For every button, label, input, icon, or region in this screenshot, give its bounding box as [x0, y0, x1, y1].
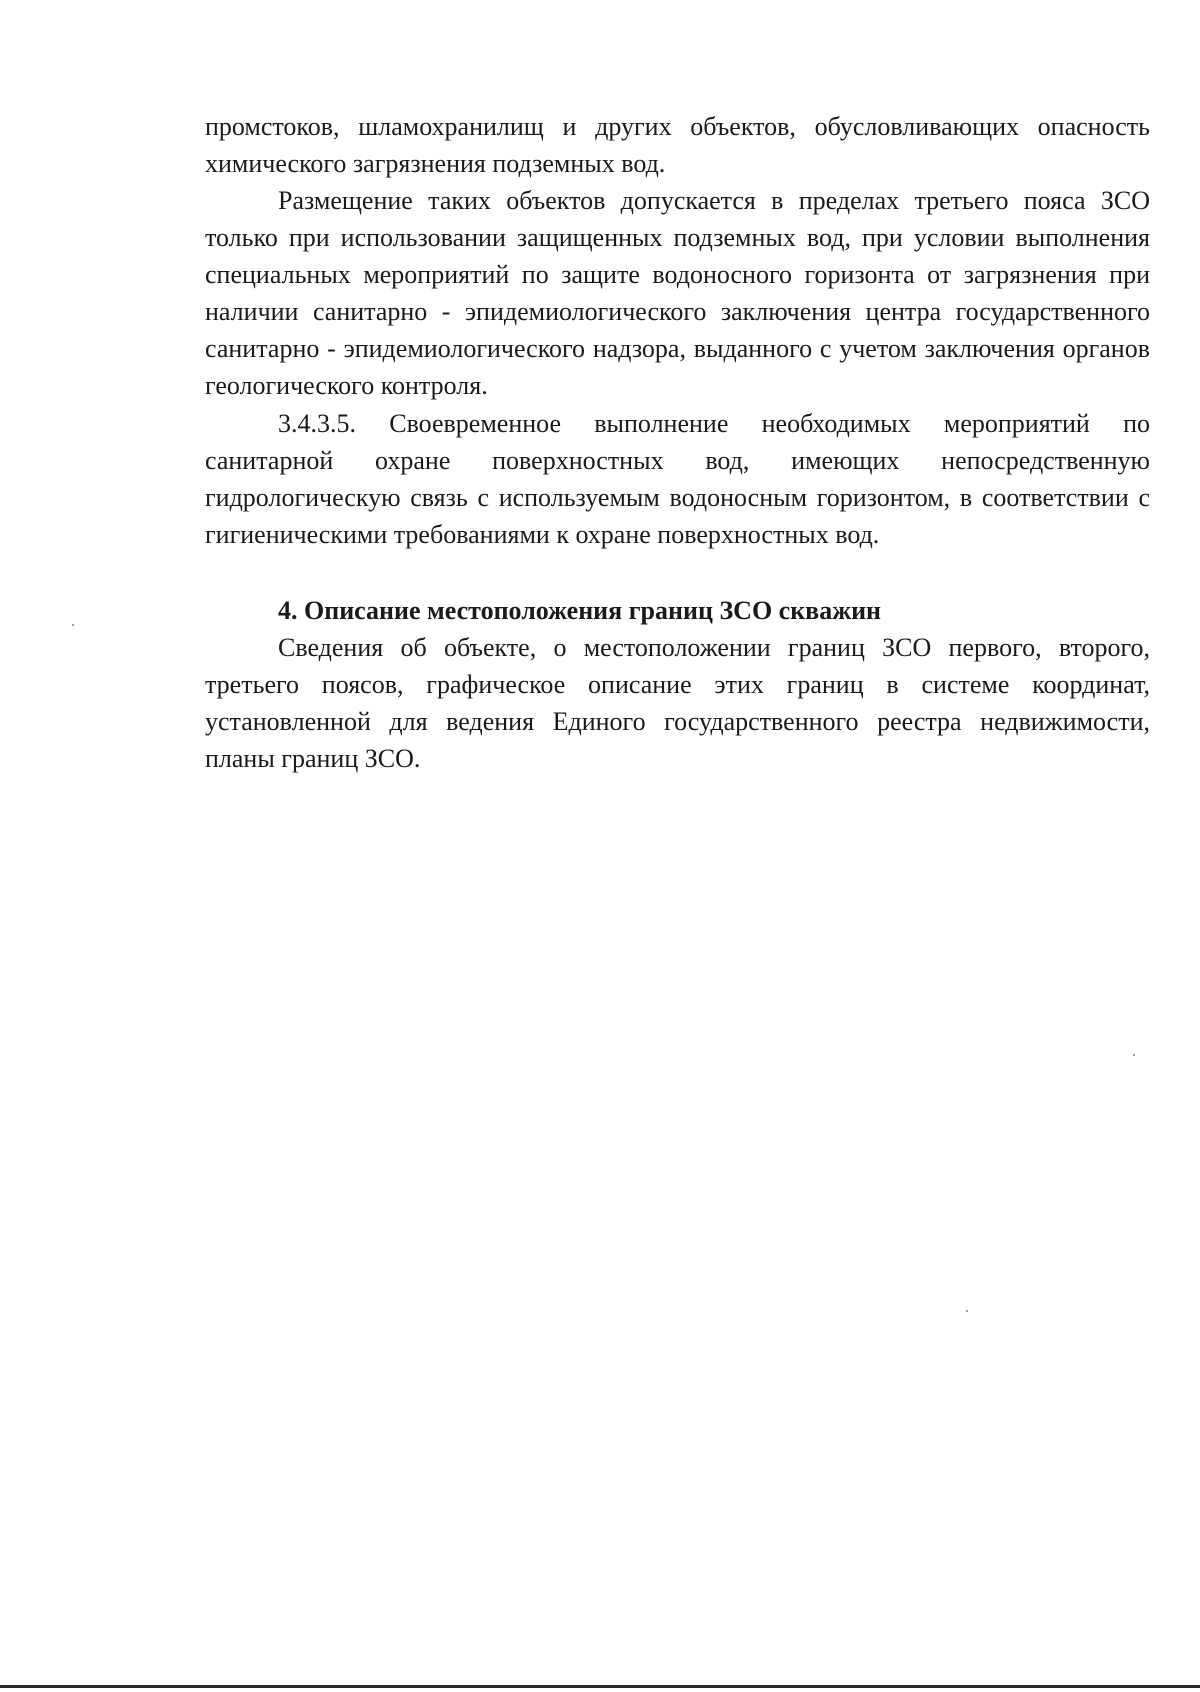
- paragraph-placement-text: Размещение таких объектов допускается в пределах третьего пояса ЗСО только при использовании защищенных подземных вод, при условии выполнения специальных мероприятий по защите водоносного горизонта от загрязнения при наличии санитарно - эпидемиологического заключения центра государственного санитарно - эпидемиологического надзора, выданного с учетом заключения органов геологического контроля.: [205, 186, 1150, 400]
- scan-speck: [1133, 1054, 1135, 1056]
- page-bottom-edge: [0, 1685, 1200, 1688]
- section-4-heading-text: 4. Описание местоположения границ ЗСО скважин: [278, 596, 882, 625]
- scan-speck: [72, 624, 74, 626]
- section-4-body-text: Сведения об объекте, о местоположении границ ЗСО первого, второго, третьего поясов, графическое описание этих границ в системе координат, установленной для ведения Единого государственного реестра недвижимости, планы границ ЗСО.: [205, 633, 1150, 773]
- section-4-heading: [205, 592, 1150, 629]
- paragraph-continuation-text: промстоков, шламохранилищ и других объектов, обусловливающих опасность химического загрязнения подземных вод.: [205, 112, 1150, 178]
- paragraph-continuation: [205, 108, 1150, 182]
- scan-speck: [966, 1310, 968, 1312]
- paragraph-placement: [205, 182, 1150, 404]
- paragraph-item-3-4-3-5-text: 3.4.3.5. Своевременное выполнение необходимых мероприятий по санитарной охране поверхностных вод, имеющих непосредственную гидрологическую связь с используемым водоносным горизонтом, в соответствии с гигиеническими требованиями к охране поверхностных вод.: [205, 409, 1150, 549]
- section-4-body: [205, 629, 1150, 777]
- paragraph-item-3-4-3-5: [205, 405, 1150, 553]
